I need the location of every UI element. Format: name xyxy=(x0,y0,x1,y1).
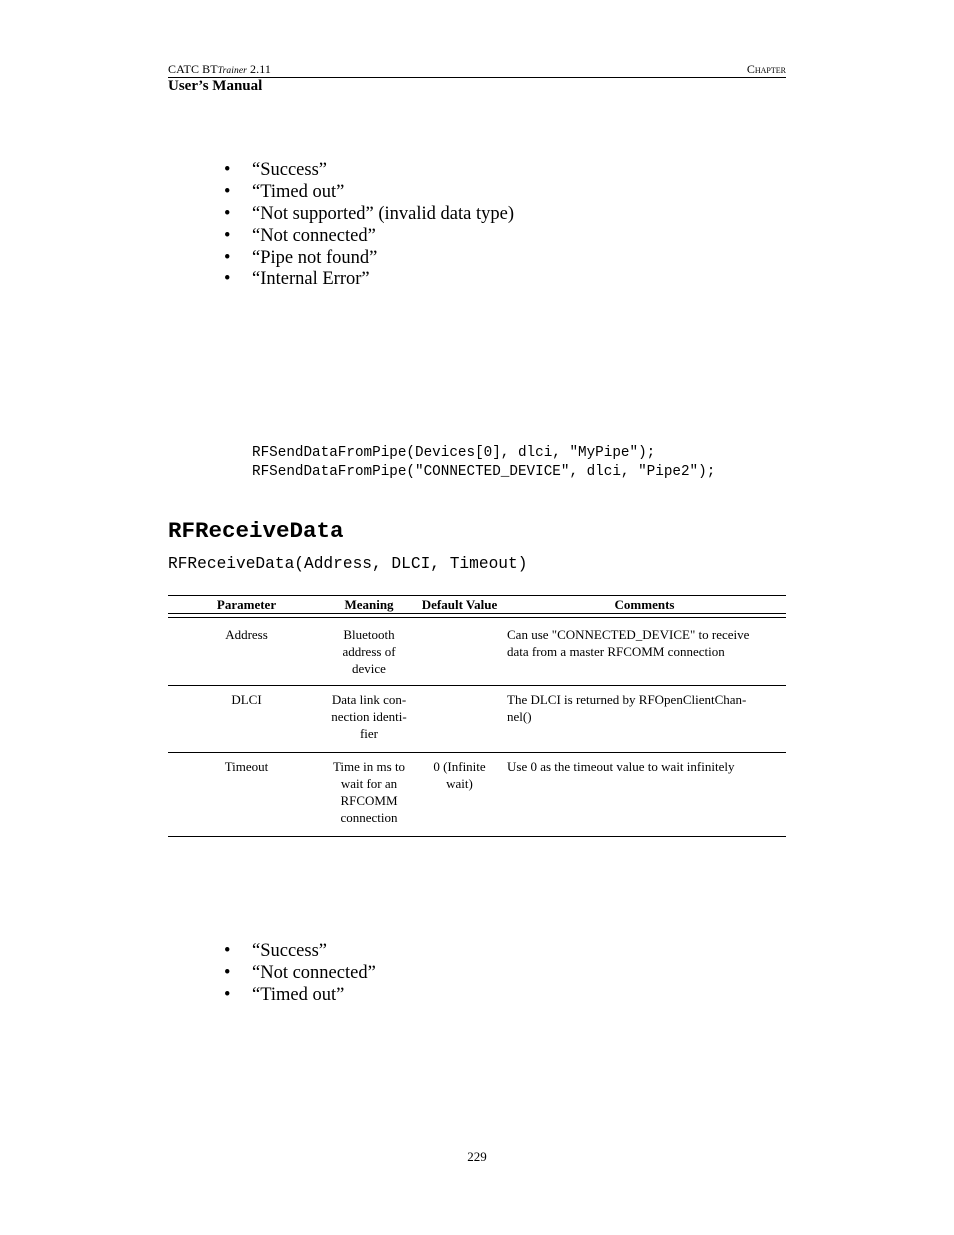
list-item-text: “Not connected” xyxy=(252,962,376,983)
cell-line: device xyxy=(352,661,386,676)
code-example-line: RFSendDataFromPipe(Devices[0], dlci, "MyPipe"); xyxy=(252,445,656,461)
table-header-row xyxy=(168,596,786,613)
code-example-line: RFSendDataFromPipe("CONNECTED_DEVICE", dlci, "Pipe2"); xyxy=(252,464,716,480)
cell-line: The DLCI is returned by RFOpenClientChan- xyxy=(507,692,747,707)
list-item: • “Pipe not found” xyxy=(224,247,378,268)
header-product: CATC BT xyxy=(168,62,218,76)
list-item: • “Success” xyxy=(224,941,327,961)
cell-comments xyxy=(507,758,779,775)
cell-line: data from a master RFCOMM connection xyxy=(507,644,725,659)
return-values-list xyxy=(224,160,514,291)
column-header-comments: Comments xyxy=(614,597,675,612)
column-header-default: Default Value xyxy=(421,597,498,612)
header-chapter-label: Chapter xyxy=(746,62,786,76)
cell-line: wait) xyxy=(446,776,473,791)
list-item: • “Not supported” (invalid data type) xyxy=(224,203,514,224)
cell-default xyxy=(413,758,506,792)
page-number: 229 xyxy=(467,1149,487,1164)
cell-comments xyxy=(507,691,779,725)
running-header-title xyxy=(168,62,271,77)
cell-parameter: Address xyxy=(225,627,268,642)
return-values-list xyxy=(224,941,376,1007)
list-item-text: “Success” xyxy=(252,160,327,180)
list-item-text: “Timed out” xyxy=(252,181,345,202)
cell-line: wait for an xyxy=(340,776,398,791)
header-manual-label: User’s Manual xyxy=(168,78,263,94)
list-item: • “Timed out” xyxy=(224,181,345,202)
cell-meaning xyxy=(325,626,413,677)
list-item-text: “Pipe not found” xyxy=(252,247,378,268)
cell-line: connection xyxy=(340,810,398,825)
cell-line: RFCOMM xyxy=(340,793,398,808)
list-item-text: “Internal Error” xyxy=(252,269,370,290)
list-item: • “Not connected” xyxy=(224,962,376,983)
function-title: RFReceiveData xyxy=(168,518,344,544)
cell-line: nection identi- xyxy=(331,709,407,724)
cell-parameter: DLCI xyxy=(231,692,262,707)
cell-line: Time in ms to xyxy=(332,759,406,774)
cell-line: nel() xyxy=(507,709,532,724)
cell-comments xyxy=(507,626,779,660)
parameter-table xyxy=(168,595,786,837)
list-item-text: “Not supported” (invalid data type) xyxy=(252,203,514,224)
list-item-text: “Not connected” xyxy=(252,225,376,246)
running-header-chapter xyxy=(747,62,786,77)
table-row xyxy=(168,618,786,686)
header-product-italic: Trainer xyxy=(217,66,247,76)
cell-parameter: Timeout xyxy=(224,759,269,774)
function-signature: RFReceiveData(Address, DLCI, Timeout) xyxy=(168,555,528,573)
list-item: • “Internal Error” xyxy=(224,269,370,290)
cell-meaning xyxy=(325,758,413,826)
list-item: • “Not connected” xyxy=(224,225,376,246)
cell-line: Can use "CONNECTED_DEVICE" to receive xyxy=(507,627,750,642)
cell-line: Bluetooth xyxy=(343,627,395,642)
cell-line: address of xyxy=(342,644,396,659)
column-header-parameter: Parameter xyxy=(216,597,277,612)
table-row xyxy=(168,686,786,753)
cell-meaning xyxy=(325,691,413,742)
cell-line: Data link con- xyxy=(331,692,407,707)
cell-line: Use 0 as the timeout value to wait infinitely xyxy=(507,759,735,774)
list-item-text: “Timed out” xyxy=(252,984,345,1005)
list-item-text: “Success” xyxy=(252,941,327,961)
cell-line: fier xyxy=(359,726,379,741)
table-row xyxy=(168,753,786,837)
column-header-meaning: Meaning xyxy=(344,597,394,612)
list-item: • “Timed out” xyxy=(224,984,345,1005)
list-item: • “Success” xyxy=(224,160,327,180)
cell-line: 0 (Infinite xyxy=(433,759,486,774)
header-version: 2.11 xyxy=(250,62,272,76)
